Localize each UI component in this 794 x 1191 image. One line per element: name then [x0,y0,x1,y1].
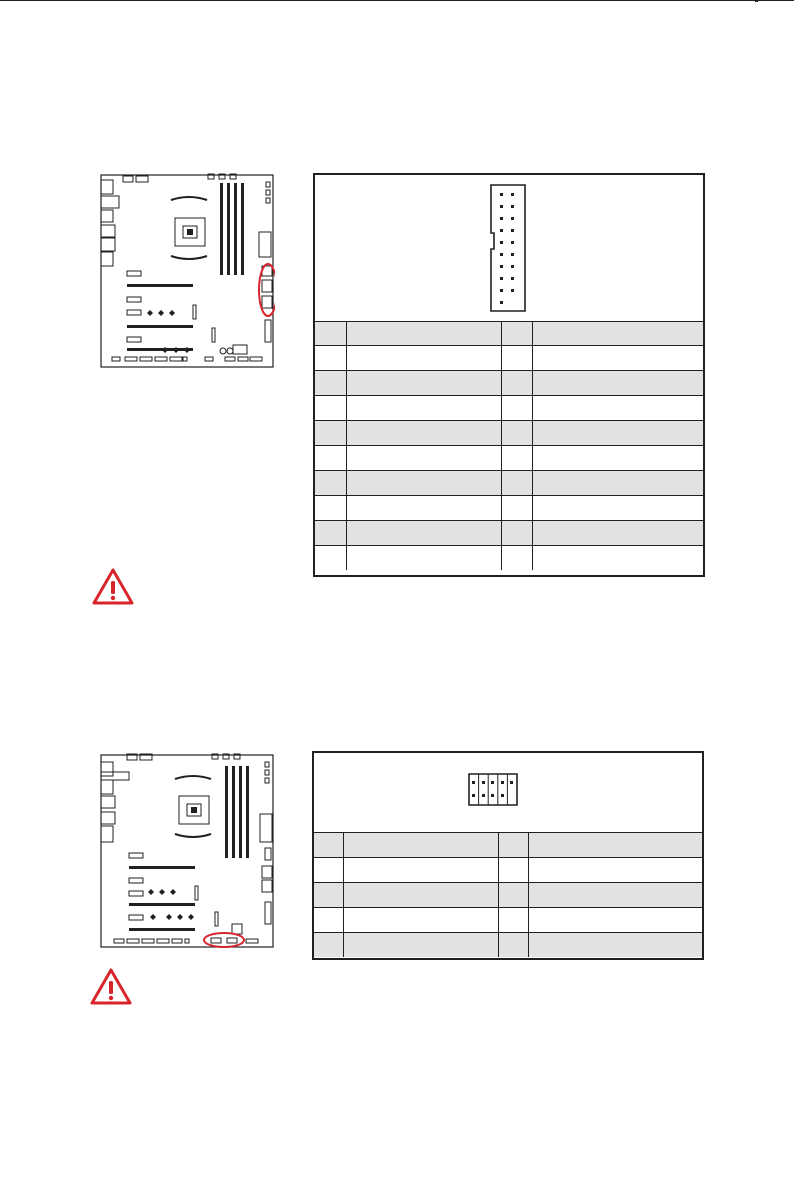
motherboard-diagram-1 [95,170,275,370]
table-row [314,883,702,908]
table-row [315,346,703,371]
table-row [315,471,703,496]
warning-triangle-icon [90,968,132,1006]
table-row [315,496,703,521]
table-row [315,546,703,571]
page-top-rule-end [755,0,758,2]
motherboard-diagram-2 [95,752,275,952]
table-row [315,521,703,546]
connector-pinout-area [314,753,702,833]
table-row [314,908,702,933]
table-row [315,446,703,471]
pin-definition-table-1 [313,173,705,577]
table-row [314,858,702,883]
20-pin-header-icon [490,184,526,312]
table-row [315,396,703,421]
pin-table-header [314,833,702,858]
table-row [315,371,703,396]
table-row [315,421,703,446]
page-top-rule [0,0,794,1]
pin-table [315,322,703,570]
pin-table-header [315,322,703,346]
pin-definition-table-2 [312,751,704,960]
warning-triangle-icon [92,568,134,606]
10-pin-header-icon [468,773,518,806]
connector-pinout-area [315,175,703,322]
table-row [314,933,702,958]
pin-table [314,833,702,957]
